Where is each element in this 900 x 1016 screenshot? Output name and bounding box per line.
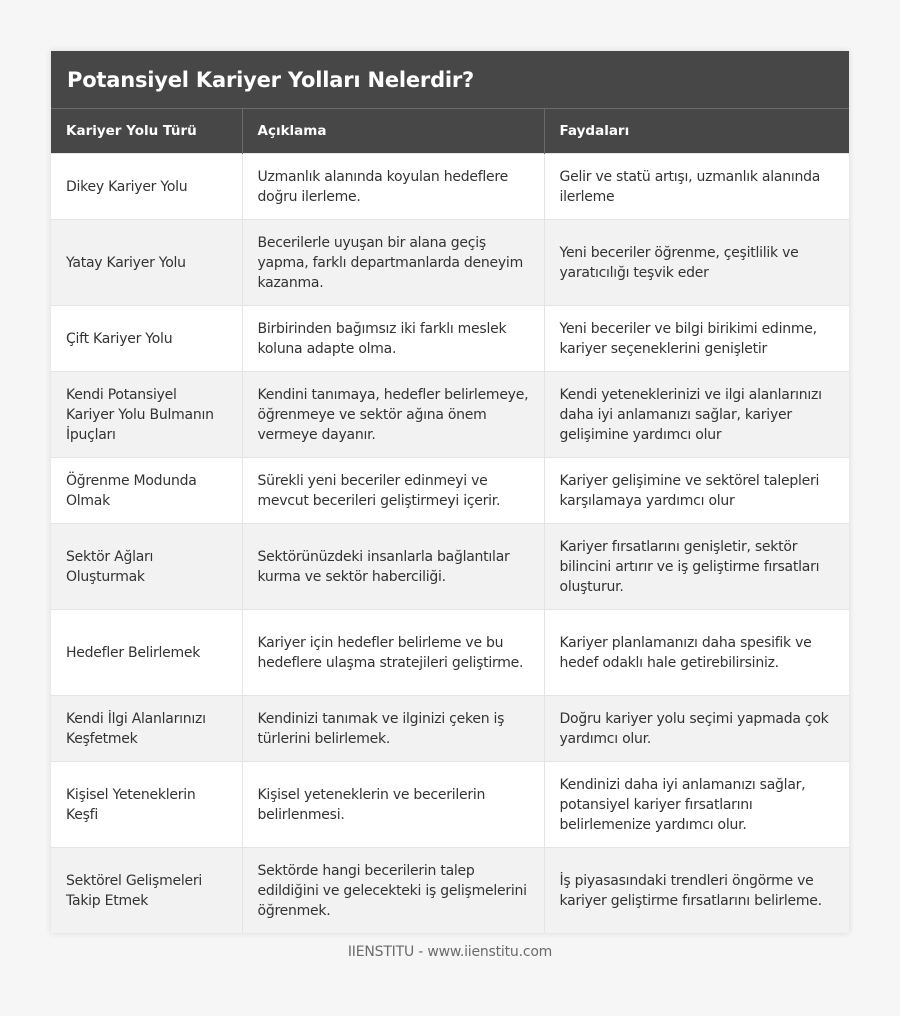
cell-description: Kariyer için hedefler belirleme ve bu hedeflere ulaşma stratejileri geliştirme.	[242, 610, 544, 696]
table-row	[51, 372, 849, 458]
cell-benefits: Yeni beceriler ve bilgi birikimi edinme, kariyer seçeneklerini genişletir	[544, 306, 849, 372]
column-header-career-type: Kariyer Yolu Türü	[51, 109, 242, 154]
cell-benefits: Kariyer gelişimine ve sektörel talepleri karşılamaya yardımcı olur	[544, 458, 849, 524]
career-paths-table-card	[51, 51, 849, 933]
cell-benefits: Kariyer planlamanızı daha spesifik ve hedef odaklı hale getirebilirsiniz.	[544, 610, 849, 696]
cell-description: Uzmanlık alanında koyulan hedeflere doğru ilerleme.	[242, 154, 544, 220]
cell-description: Becerilerle uyuşan bir alana geçiş yapma, farklı departmanlarda deneyim kazanma.	[242, 220, 544, 306]
table-row	[51, 696, 849, 762]
cell-career-type: Yatay Kariyer Yolu	[51, 220, 242, 306]
column-header-description: Açıklama	[242, 109, 544, 154]
cell-benefits: Kariyer fırsatlarını genişletir, sektör bilincini artırır ve iş geliştirme fırsatları oluşturur.	[544, 524, 849, 610]
cell-benefits: Kendi yeteneklerinizi ve ilgi alanlarınızı daha iyi anlamanızı sağlar, kariyer gelişimine yardımcı olur	[544, 372, 849, 458]
cell-benefits: Gelir ve statü artışı, uzmanlık alanında ilerleme	[544, 154, 849, 220]
cell-career-type: Dikey Kariyer Yolu	[51, 154, 242, 220]
cell-benefits: İş piyasasındaki trendleri öngörme ve kariyer geliştirme fırsatlarını belirleme.	[544, 848, 849, 934]
table-row	[51, 524, 849, 610]
cell-description: Birbirinden bağımsız iki farklı meslek koluna adapte olma.	[242, 306, 544, 372]
cell-benefits: Doğru kariyer yolu seçimi yapmada çok yardımcı olur.	[544, 696, 849, 762]
cell-career-type: Çift Kariyer Yolu	[51, 306, 242, 372]
cell-career-type: Kendi İlgi Alanlarınızı Keşfetmek	[51, 696, 242, 762]
cell-description: Kendini tanımaya, hedefler belirlemeye, öğrenmeye ve sektör ağına önem vermeye dayanır.	[242, 372, 544, 458]
cell-career-type: Öğrenme Modunda Olmak	[51, 458, 242, 524]
cell-career-type: Hedefler Belirlemek	[51, 610, 242, 696]
table-row	[51, 154, 849, 220]
footer-credit: IIENSTITU - www.iienstitu.com	[347, 944, 553, 960]
table-header-row	[51, 109, 849, 154]
table-row	[51, 848, 849, 934]
cell-career-type: Kişisel Yeteneklerin Keşfi	[51, 762, 242, 848]
cell-description: Sektörde hangi becerilerin talep edildiğini ve gelecekteki iş gelişmelerini öğrenmek.	[242, 848, 544, 934]
table-row	[51, 610, 849, 696]
cell-benefits: Yeni beceriler öğrenme, çeşitlilik ve yaratıcılığı teşvik eder	[544, 220, 849, 306]
cell-description: Sektörünüzdeki insanlarla bağlantılar kurma ve sektör haberciliği.	[242, 524, 544, 610]
column-header-benefits: Faydaları	[544, 109, 849, 154]
table-row	[51, 762, 849, 848]
cell-career-type: Kendi Potansiyel Kariyer Yolu Bulmanın İpuçları	[51, 372, 242, 458]
career-paths-table	[51, 109, 849, 933]
table-row	[51, 220, 849, 306]
cell-career-type: Sektör Ağları Oluşturmak	[51, 524, 242, 610]
table-title: Potansiyel Kariyer Yolları Nelerdir?	[51, 51, 849, 109]
cell-description: Sürekli yeni beceriler edinmeyi ve mevcut becerileri geliştirmeyi içerir.	[242, 458, 544, 524]
cell-description: Kendinizi tanımak ve ilginizi çeken iş türlerini belirlemek.	[242, 696, 544, 762]
table-row	[51, 306, 849, 372]
cell-career-type: Sektörel Gelişmeleri Takip Etmek	[51, 848, 242, 934]
table-row	[51, 458, 849, 524]
cell-benefits: Kendinizi daha iyi anlamanızı sağlar, potansiyel kariyer fırsatlarını belirlemenize yardımcı olur.	[544, 762, 849, 848]
cell-description: Kişisel yeteneklerin ve becerilerin belirlenmesi.	[242, 762, 544, 848]
